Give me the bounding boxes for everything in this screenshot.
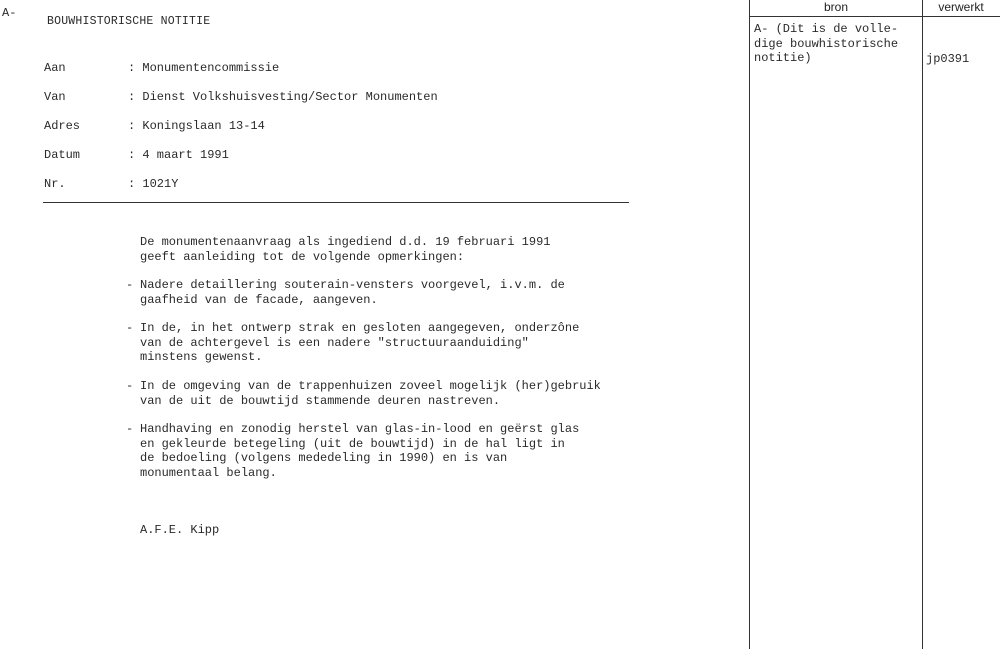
header-divider xyxy=(43,202,629,203)
document-title: BOUWHISTORISCHE NOTITIE xyxy=(47,15,211,28)
bron-note-line: A- (Dit is de volle- xyxy=(754,22,899,36)
bron-note-line: notitie) xyxy=(754,51,812,65)
verwerkt-note: jp0391 xyxy=(926,52,970,66)
field-label-aan: Aan xyxy=(44,61,66,75)
remark-line: de bedoeling (volgens mededeling in 1990) en is van xyxy=(140,451,508,465)
verwerkt-header: verwerkt xyxy=(938,0,984,14)
field-value-nr: : 1021Y xyxy=(128,177,179,191)
intro-line-2: geeft aanleiding tot de volgende opmerkingen: xyxy=(140,249,465,264)
bullet-dash: - xyxy=(126,278,134,292)
margin-marker: A- xyxy=(2,6,17,20)
field-label-datum: Datum xyxy=(44,148,81,162)
remark-line: Handhaving en zonodig herstel van glas-in-lood en geërst glas xyxy=(140,422,580,436)
field-value-adres: : Koningslaan 13-14 xyxy=(128,119,265,133)
remark-line: In de, in het ontwerp strak en gesloten aangegeven, onderzône xyxy=(140,321,580,335)
intro-line-1: De monumentenaanvraag als ingediend d.d. 19 februari 1991 xyxy=(140,235,551,249)
remark-line: In de omgeving van de trappenhuizen zoveel mogelijk (her)gebruik xyxy=(140,379,601,393)
bron-header: bron xyxy=(823,0,849,14)
bullet-dash: - xyxy=(126,321,134,335)
bron-column xyxy=(749,0,923,649)
remark-line: van de uit de bouwtijd stammende deuren nastreven. xyxy=(140,393,501,408)
remark-line: minstens gewenst. xyxy=(140,350,263,364)
verwerkt-column xyxy=(922,0,1000,649)
bullet-dash: - xyxy=(126,379,134,393)
field-label-van: Van xyxy=(44,90,66,104)
side-header-rule xyxy=(749,16,1000,17)
remark-line: gaafheid van de facade, aangeven. xyxy=(140,292,378,307)
remark-line: monumentaal belang. xyxy=(140,465,277,480)
bullet-dash: - xyxy=(126,422,134,436)
remark-line: van de achtergevel is een nadere "structuuraanduiding" xyxy=(140,335,529,350)
field-value-aan: : Monumentencommissie xyxy=(128,61,280,75)
field-value-datum: : 4 maart 1991 xyxy=(128,148,229,162)
field-value-van: : Dienst Volkshuisvesting/Sector Monumenten xyxy=(128,90,438,104)
signature: A.F.E. Kipp xyxy=(140,523,220,537)
remark-line: Nadere detaillering souterain-vensters voorgevel, i.v.m. de xyxy=(140,278,565,292)
remark-line: en gekleurde betegeling (uit de bouwtijd) in de hal ligt in xyxy=(140,436,565,451)
field-label-nr: Nr. xyxy=(44,177,66,191)
field-label-adres: Adres xyxy=(44,119,81,133)
bron-note-line: dige bouwhistorische xyxy=(754,36,899,51)
